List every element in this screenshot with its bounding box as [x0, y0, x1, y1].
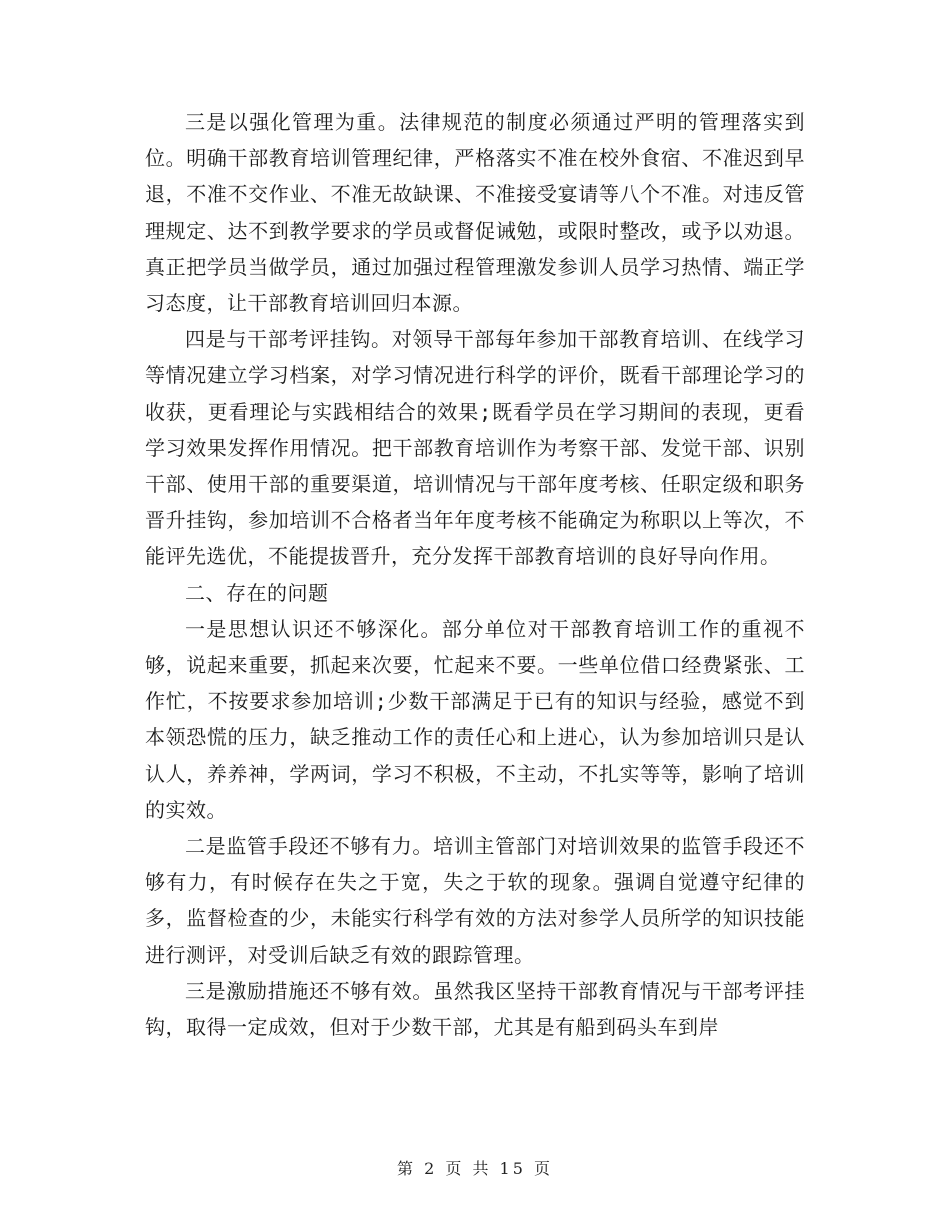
paragraph-evaluation: 四是与干部考评挂钩。对领导干部每年参加干部教育培训、在线学习等情况建立学习档案，对学习情况进行科学的评价，既看干部理论学习的收获，更看理论与实践相结合的效果;既看学员在学习期间的表现，更看学习效果发挥作用情况。把干部教育培训作为考察干部、发觉干部、识别干部、使用干部的重要渠道，培训情况与干部年度考核、任职定级和职务晋升挂钩，参加培训不合格者当年年度考核不能确定为称职以上等次，不能评先选优，不能提拔晋升，充分发挥干部教育培训的良好导向作用。 — [145, 327, 805, 569]
section-heading-problems: 二、存在的问题 — [185, 580, 329, 605]
paragraph-incentives: 三是激励措施还不够有效。虽然我区坚持干部教育情况与干部考评挂钩，取得一定成效，但对于少数干部，尤其是有船到码头车到岸 — [145, 978, 805, 1040]
page-number-footer: 第 2 页 共 15 页 — [397, 1159, 553, 1178]
paragraph-supervision: 二是监管手段还不够有力。培训主管部门对培训效果的监管手段还不够有力，有时候存在失之于宽，失之于软的现象。强调自觉遵守纪律的多，监督检查的少，未能实行科学有效的方法对参学人员所学的知识技能进行测评，对受训后缺乏有效的跟踪管理。 — [145, 834, 805, 967]
paragraph-management: 三是以强化管理为重。法律规范的制度必须通过严明的管理落实到位。明确干部教育培训管理纪律，严格落实不准在校外食宿、不准迟到早退，不准不交作业、不准无故缺课、不准接受宴请等八个不准。对违反管理规定、达不到教学要求的学员或督促诫勉，或限时整改，或予以劝退。真正把学员当做学员，通过加强过程管理激发参训人员学习热情、端正学习态度，让干部教育培训回归本源。 — [145, 110, 805, 316]
document-body — [145, 104, 805, 1045]
paragraph-awareness: 一是思想认识还不够深化。部分单位对干部教育培训工作的重视不够，说起来重要，抓起来次要，忙起来不要。一些单位借口经费紧张、工作忙，不按要求参加培训;少数干部满足于已有的知识与经验，感觉不到本领恐慌的压力，缺乏推动工作的责任心和上进心，认为参加培训只是认认人，养养神，学两词，学习不积极，不主动，不扎实等等，影响了培训的实效。 — [145, 616, 805, 822]
